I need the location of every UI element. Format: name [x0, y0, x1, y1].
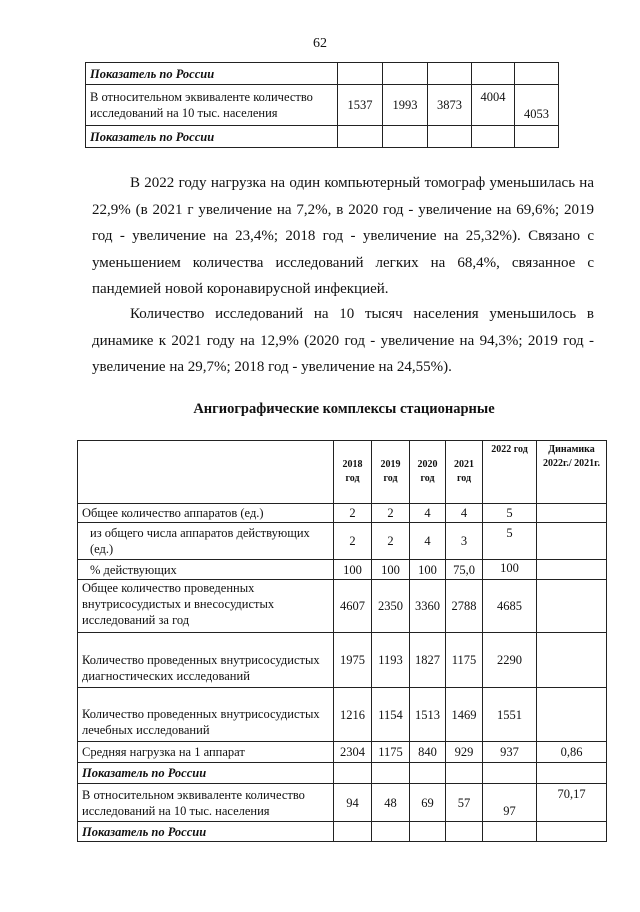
- table-cell: 0,86: [537, 742, 607, 763]
- row-label: Показатель по России: [78, 763, 334, 784]
- table-cell: 4004: [472, 85, 515, 126]
- table-row: [78, 560, 607, 580]
- table-cell: [537, 560, 607, 580]
- table-row: [86, 126, 559, 148]
- table-cell: 1827: [410, 633, 446, 688]
- table-row: [78, 504, 607, 523]
- paragraph-text: В 2022 году нагрузка на один компьютерный томограф уменьшилась на 22,9% (в 2021 г увеличение на 7,2%, в 2020 год - увеличение на 69,6%; 2019 год - увеличение на 23,4%; 2018 год - увеличение на 25,32%). Связано с уменьшением количества исследований легких на 68,4%, связанное с пандемией новой коронавирусной инфекцией.: [92, 175, 594, 297]
- table-cell: [472, 63, 515, 85]
- column-header: 2021 год: [446, 441, 483, 504]
- table-cell: [334, 822, 372, 842]
- row-label: из общего числа аппаратов действующих (ед.): [78, 523, 334, 560]
- table-cell: 1469: [446, 688, 483, 742]
- row-label: Количество проведенных внутрисосудистых лечебных исследований: [78, 688, 334, 742]
- row-label: % действующих: [78, 560, 334, 580]
- table-cell: [338, 126, 383, 148]
- row-label: Общее количество аппаратов (ед.): [78, 504, 334, 523]
- row-label: В относительном эквиваленте количество исследований на 10 тыс. населения: [78, 784, 334, 822]
- table-cell: 100: [334, 560, 372, 580]
- table-cell: [383, 126, 428, 148]
- table-cell: 2: [372, 523, 410, 560]
- table-cell: 2350: [372, 580, 410, 633]
- table-cell: [334, 763, 372, 784]
- table-cell: 1975: [334, 633, 372, 688]
- table-cell: [483, 763, 537, 784]
- table-cell: 2: [334, 523, 372, 560]
- table-cell: 75,0: [446, 560, 483, 580]
- table-cell: 1216: [334, 688, 372, 742]
- table-cell: 1993: [383, 85, 428, 126]
- table-cell: [338, 63, 383, 85]
- table-cell: 97: [483, 784, 537, 822]
- paragraph-text: Количество исследований на 10 тысяч населения уменьшилось в динамике к 2021 году на 12,9% (2020 год - увеличение на 94,3%; 2019 год - увеличение на 29,7%; 2018 год - увеличение на 24,55%).: [92, 306, 594, 375]
- table-cell: 1513: [410, 688, 446, 742]
- column-header: 2019 год: [372, 441, 410, 504]
- table-cell: 2290: [483, 633, 537, 688]
- table-cell: 1537: [338, 85, 383, 126]
- table-cell: [537, 763, 607, 784]
- table-cell: 1154: [372, 688, 410, 742]
- table-row: [78, 523, 607, 560]
- table-row: [86, 85, 559, 126]
- table-cell: 5: [483, 523, 537, 560]
- table-row: [78, 633, 607, 688]
- table-cell: [483, 822, 537, 842]
- table-cell: 48: [372, 784, 410, 822]
- table-cell: [446, 763, 483, 784]
- table-cell: 1175: [372, 742, 410, 763]
- table-cell: [372, 822, 410, 842]
- table-row: [78, 763, 607, 784]
- page-number: 62: [313, 36, 327, 51]
- table-cell: 5: [483, 504, 537, 523]
- table-cell: 1193: [372, 633, 410, 688]
- table-cell: 840: [410, 742, 446, 763]
- table-cell: 70,17: [537, 784, 607, 822]
- table-cell: 1551: [483, 688, 537, 742]
- table-cell: [537, 633, 607, 688]
- row-label: Показатель по России: [78, 822, 334, 842]
- table-cell: [428, 63, 472, 85]
- table-cell: 4685: [483, 580, 537, 633]
- table-cell: 2: [334, 504, 372, 523]
- table-row: [78, 580, 607, 633]
- table-cell: 4: [446, 504, 483, 523]
- table-cell: 1175: [446, 633, 483, 688]
- ct-indicator-table: [85, 62, 559, 148]
- table-cell: 929: [446, 742, 483, 763]
- table-cell: [515, 126, 559, 148]
- table-cell: 4: [410, 523, 446, 560]
- table-row: [78, 742, 607, 763]
- table-cell: 3: [446, 523, 483, 560]
- paragraph-studies: [92, 301, 594, 381]
- table-cell: [537, 523, 607, 560]
- table-cell: 3873: [428, 85, 472, 126]
- table-cell: 2: [372, 504, 410, 523]
- table-cell: [537, 688, 607, 742]
- column-header: 2020 год: [410, 441, 446, 504]
- row-label: Количество проведенных внутрисосудистых диагностических исследований: [78, 633, 334, 688]
- table-cell: [410, 822, 446, 842]
- table-cell: [537, 504, 607, 523]
- table-cell: 69: [410, 784, 446, 822]
- table-cell: 57: [446, 784, 483, 822]
- table-cell: [372, 763, 410, 784]
- table-cell: 4053: [515, 85, 559, 126]
- column-header: 2022 год: [483, 441, 537, 504]
- table-cell: [537, 822, 607, 842]
- row-label: В относительном эквиваленте количество исследований на 10 тыс. населения: [86, 85, 338, 126]
- table-cell: 100: [372, 560, 410, 580]
- table-cell: [515, 63, 559, 85]
- table-cell: [537, 580, 607, 633]
- table-cell: 100: [483, 560, 537, 580]
- table-cell: [383, 63, 428, 85]
- row-label: Общее количество проведенных внутрисосудистых и внесосудистых исследований за год: [78, 580, 334, 633]
- table-cell: [446, 822, 483, 842]
- table-row: [78, 784, 607, 822]
- table-cell: 2304: [334, 742, 372, 763]
- table-cell: 94: [334, 784, 372, 822]
- table-cell: [428, 126, 472, 148]
- column-header: Динамика 2022г./ 2021г.: [537, 441, 607, 504]
- row-label: Показатель по России: [86, 126, 338, 148]
- table-cell: 3360: [410, 580, 446, 633]
- section-heading: Ангиографические комплексы стационарные: [193, 401, 495, 417]
- table-row: [78, 688, 607, 742]
- table-cell: 4: [410, 504, 446, 523]
- table-cell: 4607: [334, 580, 372, 633]
- row-label: Показатель по России: [86, 63, 338, 85]
- row-label: Средняя нагрузка на 1 аппарат: [78, 742, 334, 763]
- table-header-row: [78, 441, 607, 504]
- table-row: [86, 63, 559, 85]
- table-cell: [472, 126, 515, 148]
- column-header: 2018 год: [334, 441, 372, 504]
- header-empty-cell: [78, 441, 334, 504]
- paragraph-ct-load: [92, 170, 594, 303]
- table-row: [78, 822, 607, 842]
- angiography-table: [77, 440, 607, 842]
- table-cell: 937: [483, 742, 537, 763]
- table-cell: [410, 763, 446, 784]
- table-cell: 100: [410, 560, 446, 580]
- table-cell: 2788: [446, 580, 483, 633]
